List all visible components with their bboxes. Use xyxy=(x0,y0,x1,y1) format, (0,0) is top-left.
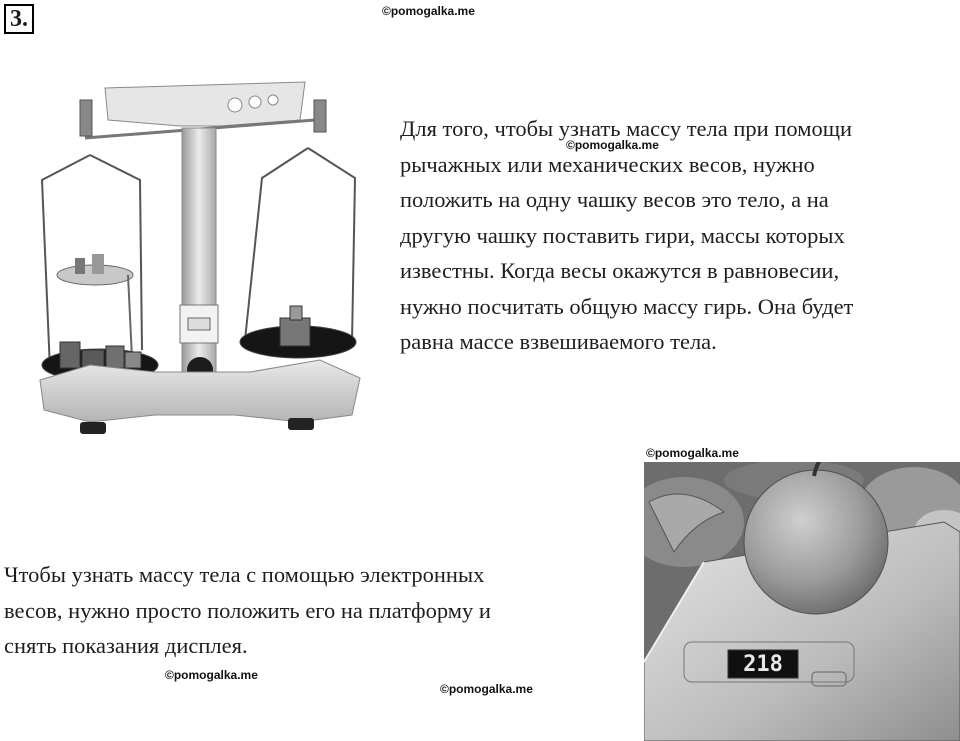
paragraph-1-line: положить на одну чашку весов это тело, а на xyxy=(400,187,829,212)
watermark-middle: ©pomogalka.me xyxy=(566,138,659,152)
paragraph-2-line: Чтобы узнать массу тела с помощью электронных xyxy=(4,562,485,587)
paragraph-1-line: известны. Когда весы окажутся в равновесии, xyxy=(400,258,840,283)
paragraph-1-line: рычажных или механических весов, нужно xyxy=(400,151,815,177)
watermark-bottom-center: ©pomogalka.me xyxy=(440,682,533,696)
watermark-bottom-left: ©pomogalka.me xyxy=(165,668,258,682)
paragraph-electronic-scale xyxy=(4,557,604,664)
watermark-photo: ©pomogalka.me xyxy=(646,446,739,460)
paragraph-1-line: равна массе взвешиваемого тела. xyxy=(400,329,717,354)
task-number: 3. xyxy=(4,4,34,34)
paragraph-lever-balance xyxy=(400,111,960,360)
paragraph-2-line: снять показания дисплея. xyxy=(4,633,248,658)
scale-display-reading: 218 xyxy=(743,652,783,677)
watermark-top: ©pomogalka.me xyxy=(382,4,475,18)
electronic-scale-photo xyxy=(644,462,960,741)
lever-balance-illustration xyxy=(30,80,370,440)
paragraph-1-line: Для того, чтобы узнать массу тела при помощи xyxy=(400,116,853,141)
paragraph-2-line: весов, нужно просто положить его на платформу и xyxy=(4,597,491,623)
paragraph-1-line: другую чашку поставить гири, массы которых xyxy=(400,222,845,248)
paragraph-1-line: нужно посчитать общую массу гирь. Она будет xyxy=(400,293,854,319)
